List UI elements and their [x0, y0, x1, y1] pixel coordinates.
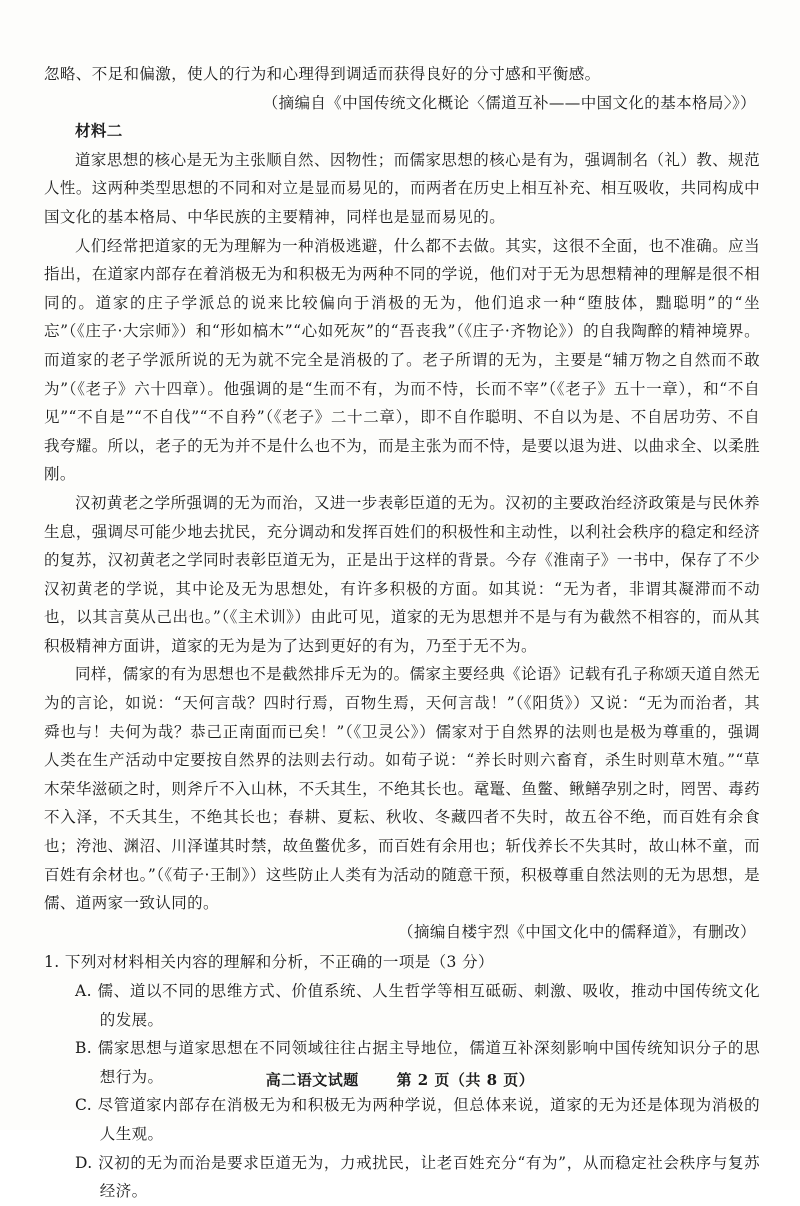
paragraph-3: 汉初黄老之学所强调的无为而治，又进一步表彰臣道的无为。汉初的主要政治经济政策是与民休养生息，强调尽可能少地去扰民，充分调动和发挥百姓们的积极性和主动性，以利社会秩序的稳定和经济的复苏，汉初黄老之学同时表彰臣道无为，正是出于这样的背景。今存《淮南子》一书中，保存了不少汉初黄老的学说，其中论及无为思想处，有许多积极的方面。如其说：“无为者，非谓其凝滞而不动也，以其言莫从己出也。”（《主术训》）由此可见，道家的无为思想并不是与有为截然不相容的，而从其积极精神方面讲，道家的无为是为了达到更好的有为，乃至于无不为。	[44, 493, 760, 655]
option-d: D. 汉初的无为而治是要求臣道无为，力戒扰民，让老百姓充分“有为”，从而稳定社会秩序与复苏经济。	[75, 1153, 760, 1201]
option-b: B. 儒家思想与道家思想在不同领域往往占据主导地位，儒道互补深刻影响中国传统知识分子的思想行为。	[75, 1039, 760, 1086]
option-c: C. 尽管道家内部存在消极无为和积极无为两种学说，但总体来说，道家的无为还是体现为消极的人生观。	[75, 1096, 760, 1143]
paragraph-1: 道家思想的核心是无为主张顺自然、因物性；而儒家思想的核心是有为，强调制名（礼）教、规范人性。这两种类型思想的不同和对立是显而易见的，而两者在历史上相互补充、相互吸收，共同构成中国文化的基本格局、中华民族的主要精神，同样也是显而易见的。	[44, 150, 760, 226]
intro-line: 忽略、不足和偏激，使人的行为和心理得到调适而获得良好的分寸感和平衡感。	[44, 65, 601, 83]
exam-title: 高二语文试题	[265, 1071, 359, 1089]
page-number: 第 2 页（共 8 页）	[396, 1071, 535, 1089]
option-a: A. 儒、道以不同的思维方式、价值系统、人生哲学等相互砥砺、刺激、吸收，推动中国传统文化的发展。	[75, 982, 760, 1029]
paragraph-2: 人们经常把道家的无为理解为一种消极逃避，什么都不去做。其实，这很不全面，也不准确。应当指出，在道家内部存在着消极无为和积极无为两种不同的学说，他们对于无为思想精神的理解是很不相同的。道家的庄子学派总的说来比较偏向于消极的无为，他们追求一种“堕肢体，黜聪明”的“坐忘”（《庄子·大宗师》）和“形如槁木”“心如死灰”的“吾丧我”（《庄子·齐物论》）的自我陶醉的精神境界。而道家的老子学派所说的无为就不完全是消极的了。老子所谓的无为，主要是“辅万物之自然而不敢为”（《老子》六十四章）。他强调的是“生而不有，为而不恃，长而不宰”（《老子》五十一章），和“不自见”“不自是”“不自伐”“不自矜”（《老子》二十二章），即不自作聪明、不自以为是、不自居功劳、不自我夸耀。所以，老子的无为并不是什么也不为，而是主张为而不恃，是要以退为进、以曲求全、以柔胜刚。	[44, 236, 760, 484]
material-2-heading: 材料二	[75, 121, 123, 141]
source-citation-1: （摘编自《中国传统文化概论〈儒道互补——中国文化的基本格局〉》）	[262, 93, 756, 112]
source-citation-2: （摘编自楼宇烈《中国文化中的儒释道》，有删改）	[398, 922, 756, 941]
page-content	[44, 60, 760, 1206]
page-footer	[0, 1069, 800, 1090]
paragraph-4: 同样，儒家的有为思想也不是截然排斥无为的。儒家主要经典《论语》记载有孔子称颂天道自然无为的言论，如说：“天何言哉？四时行焉，百物生焉，天何言哉！”（《阳货》）又说：“无为而治者，其舜也与！夫何为哉？恭己正南面而已矣！”（《卫灵公》）儒家对于自然界的法则也是极为尊重的，强调人类在生产活动中定要按自然界的法则去行动。如荀子说：“养长时则六畜育，杀生时则草木殖。”“草木荣华滋硕之时，则斧斤不入山林，不夭其生，不绝其长也。鼋鼍、鱼鳖、鳅鳝孕别之时，罔罟、毒药不入泽，不夭其生，不绝其长也；春耕、夏耘、秋收、冬藏四者不失时，故五谷不绝，而百姓有余食也；洿池、渊沼、川泽谨其时禁，故鱼鳖优多，而百姓有余用也；斩伐养长不失其时，故山林不童，而百姓有余材也。”（《荀子·王制》）这些防止人类有为活动的随意干预，积极尊重自然法则的无为思想，是儒、道两家一致认同的。	[44, 665, 760, 913]
question-stem: 1. 下列对材料相关内容的理解和分析，不正确的一项是（3 分）	[44, 953, 494, 972]
